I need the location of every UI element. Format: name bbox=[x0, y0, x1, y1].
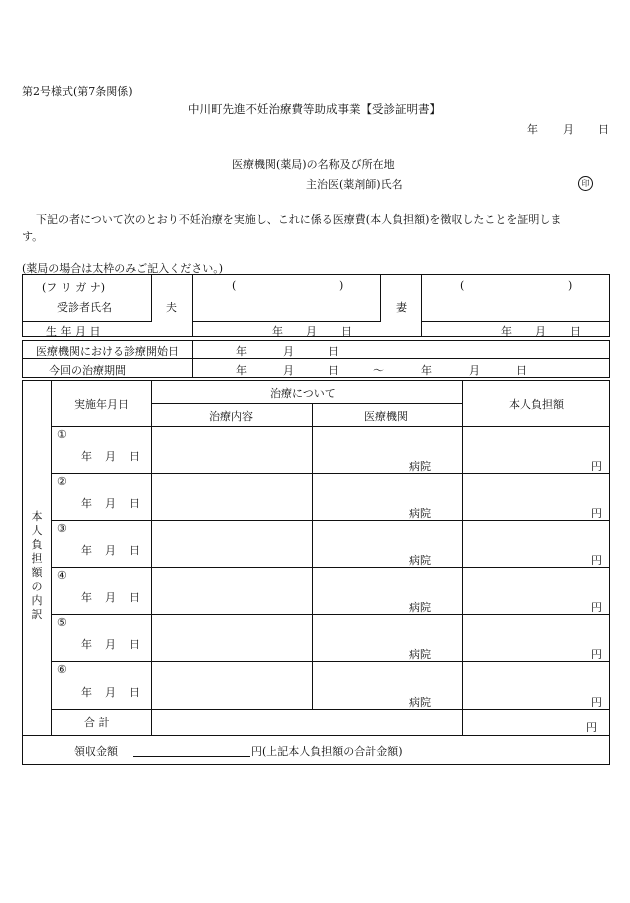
wife-label: 妻 bbox=[396, 301, 407, 314]
row-5-day: 日 bbox=[129, 638, 140, 651]
institution-header: 医療機関 bbox=[364, 410, 408, 423]
row-1-hospital: 病院 bbox=[409, 460, 431, 473]
row-6-day: 日 bbox=[129, 686, 140, 699]
row-2-number: ② bbox=[57, 475, 67, 488]
row-6-yen: 円 bbox=[591, 696, 602, 709]
treatment-header: 治療について bbox=[270, 387, 336, 400]
row-2-hospital: 病院 bbox=[409, 507, 431, 520]
form-number: 第2号様式(第7条関係) bbox=[22, 85, 133, 98]
wife-furigana-close: ) bbox=[568, 279, 573, 292]
period-end-month: 月 bbox=[469, 364, 480, 377]
row-1-day: 日 bbox=[129, 450, 140, 463]
receipt-amount-line bbox=[133, 756, 250, 757]
start-date-day: 日 bbox=[328, 345, 339, 358]
start-date-label: 医療機関における診療開始日 bbox=[36, 345, 179, 358]
birth-date-label: 生 年 月 日 bbox=[46, 325, 101, 338]
row-2-year: 年 bbox=[81, 497, 92, 510]
row-4-yen: 円 bbox=[591, 601, 602, 614]
row-1-month: 月 bbox=[105, 450, 116, 463]
row-4-hospital: 病院 bbox=[409, 601, 431, 614]
husband-birth-day: 日 bbox=[341, 325, 352, 338]
husband-label: 夫 bbox=[166, 301, 177, 314]
wife-birth-month: 月 bbox=[535, 325, 546, 338]
period-start-year: 年 bbox=[236, 364, 247, 377]
period-end-day: 日 bbox=[516, 364, 527, 377]
total-yen: 円 bbox=[586, 721, 597, 734]
wife-birth-day: 日 bbox=[570, 325, 581, 338]
issue-date-year: 年 bbox=[527, 123, 538, 136]
period-start-month: 月 bbox=[283, 364, 294, 377]
row-3-month: 月 bbox=[105, 544, 116, 557]
document-title: 中川町先進不妊治療費等助成事業【受診証明書】 bbox=[188, 102, 441, 116]
row-1-number: ① bbox=[57, 428, 67, 441]
receipt-label: 領収金額 bbox=[74, 745, 118, 758]
institution-name-label: 医療機関(薬局)の名称及び所在地 bbox=[232, 158, 395, 171]
husband-birth-year: 年 bbox=[272, 325, 283, 338]
row-3-year: 年 bbox=[81, 544, 92, 557]
row-6-month: 月 bbox=[105, 686, 116, 699]
wife-furigana-open: ( bbox=[460, 279, 465, 292]
breakdown-side-label: 本 人 負 担 額 の 内 訳 bbox=[31, 510, 43, 621]
row-1-year: 年 bbox=[81, 450, 92, 463]
row-2-yen: 円 bbox=[591, 507, 602, 520]
date-header: 実施年月日 bbox=[74, 398, 129, 411]
row-5-number: ⑤ bbox=[57, 616, 67, 629]
row-3-day: 日 bbox=[129, 544, 140, 557]
row-4-year: 年 bbox=[81, 591, 92, 604]
row-4-month: 月 bbox=[105, 591, 116, 604]
statement-line-2: す。 bbox=[22, 230, 44, 243]
row-2-month: 月 bbox=[105, 497, 116, 510]
husband-furigana-open: ( bbox=[232, 279, 237, 292]
wife-birth-year: 年 bbox=[501, 325, 512, 338]
row-6-number: ⑥ bbox=[57, 663, 67, 676]
row-6-year: 年 bbox=[81, 686, 92, 699]
row-3-hospital: 病院 bbox=[409, 554, 431, 567]
issue-date-day: 日 bbox=[598, 123, 609, 136]
issue-date-month: 月 bbox=[563, 123, 574, 136]
row-6-hospital: 病院 bbox=[409, 696, 431, 709]
row-4-day: 日 bbox=[129, 591, 140, 604]
husband-furigana-close: ) bbox=[339, 279, 344, 292]
period-end-year: 年 bbox=[421, 364, 432, 377]
furigana-label: (フ リ ガ ナ) bbox=[42, 281, 106, 294]
start-date-year: 年 bbox=[236, 345, 247, 358]
period-label: 今回の治療期間 bbox=[49, 364, 126, 377]
row-5-month: 月 bbox=[105, 638, 116, 651]
seal-mark: 印 bbox=[578, 176, 593, 191]
statement-line-1: 下記の者について次のとおり不妊治療を実施し、これに係る医療費(本人負担額)を徴収したことを証明しま bbox=[36, 213, 562, 226]
row-3-yen: 円 bbox=[591, 554, 602, 567]
row-2-day: 日 bbox=[129, 497, 140, 510]
period-tilde: ～ bbox=[373, 364, 384, 377]
receipt-suffix: 円(上記本人負担額の合計金額) bbox=[251, 745, 403, 758]
row-5-year: 年 bbox=[81, 638, 92, 651]
breakdown-box bbox=[22, 380, 610, 765]
row-1-yen: 円 bbox=[591, 460, 602, 473]
row-5-hospital: 病院 bbox=[409, 648, 431, 661]
patient-name-label: 受診者氏名 bbox=[57, 301, 112, 314]
row-4-number: ④ bbox=[57, 569, 67, 582]
content-header: 治療内容 bbox=[209, 410, 253, 423]
doctor-name-label: 主治医(薬剤師)氏名 bbox=[306, 178, 403, 191]
pharmacy-note: (薬局の場合は太枠のみご記入ください。) bbox=[22, 262, 224, 275]
husband-birth-month: 月 bbox=[306, 325, 317, 338]
period-start-day: 日 bbox=[328, 364, 339, 377]
start-date-month: 月 bbox=[283, 345, 294, 358]
total-label: 合 計 bbox=[84, 716, 110, 729]
amount-header: 本人負担額 bbox=[509, 398, 564, 411]
row-3-number: ③ bbox=[57, 522, 67, 535]
row-5-yen: 円 bbox=[591, 648, 602, 661]
